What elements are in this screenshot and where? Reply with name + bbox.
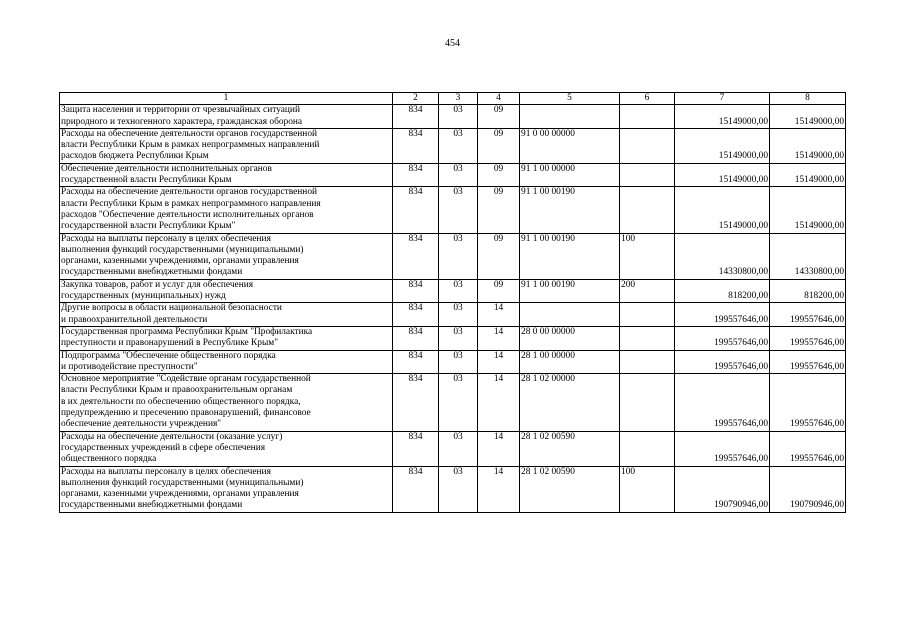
amount-cell: 199557646,00: [675, 350, 770, 374]
row-description: [60, 326, 393, 350]
expense-type-code: 100: [620, 233, 675, 279]
table-row: [60, 326, 846, 350]
expense-type-code: [620, 303, 675, 327]
amount-cell: 199557646,00: [770, 431, 846, 466]
section-code: 03: [439, 279, 478, 303]
expense-type-code: [620, 374, 675, 431]
section-code: 03: [439, 187, 478, 233]
row-description: [60, 128, 393, 163]
row-description: [60, 187, 393, 233]
description-line: власти Республики Крым в рамках непрограммных направлений: [61, 140, 320, 151]
row-description: [60, 303, 393, 327]
row-description: [60, 105, 393, 129]
amount-cell: 15149000,00: [675, 163, 770, 187]
expense-type-code: [620, 128, 675, 163]
target-article-code: [520, 303, 620, 327]
column-header: 4: [478, 93, 520, 105]
description-line: государственной власти Республики Крым": [61, 221, 236, 232]
description-line: органами, казенными учреждениями, органами управления: [61, 489, 299, 500]
target-article-code: 91 1 00 00190: [520, 233, 620, 279]
grbs-code: 834: [393, 374, 439, 431]
description-line: органами, казенными учреждениями, органами управления: [61, 256, 299, 267]
description-line: Подпрограмма "Обеспечение общественного порядка: [61, 350, 276, 361]
target-article-code: 28 1 02 00590: [520, 431, 620, 466]
amount-cell: 199557646,00: [675, 326, 770, 350]
grbs-code: 834: [393, 326, 439, 350]
section-code: 03: [439, 466, 478, 512]
section-code: 03: [439, 163, 478, 187]
grbs-code: 834: [393, 233, 439, 279]
column-header: 7: [675, 93, 770, 105]
target-article-code: 28 1 02 00000: [520, 374, 620, 431]
description-line: Расходы на обеспечение деятельности органов государственной: [61, 128, 318, 139]
description-line: Расходы на обеспечение деятельности органов государственной: [61, 187, 318, 198]
description-line: расходов "Обеспечение деятельности исполнительных органов: [61, 209, 314, 220]
subsection-code: 09: [478, 279, 520, 303]
description-line: и правоохранительной деятельности: [61, 314, 208, 325]
row-description: [60, 431, 393, 466]
target-article-code: 28 1 00 00000: [520, 350, 620, 374]
description-line: Расходы на обеспечение деятельности (оказание услуг): [61, 431, 283, 442]
description-line: государственной власти Республики Крым: [61, 175, 232, 186]
expense-type-code: 100: [620, 466, 675, 512]
description-line: в их деятельности по обеспечению общественного порядка,: [61, 396, 301, 407]
expense-type-code: [620, 187, 675, 233]
table-row: [60, 374, 846, 431]
amount-cell: 15149000,00: [770, 128, 846, 163]
subsection-code: 09: [478, 163, 520, 187]
expense-type-code: [620, 105, 675, 129]
column-header: 8: [770, 93, 846, 105]
subsection-code: 14: [478, 466, 520, 512]
row-description: [60, 163, 393, 187]
description-line: и противодействие преступности": [61, 361, 198, 372]
amount-cell: 818200,00: [675, 279, 770, 303]
description-line: природного и техногенного характера, гражданская оборона: [61, 116, 303, 127]
target-article-code: 91 1 00 00190: [520, 279, 620, 303]
column-header: 6: [620, 93, 675, 105]
budget-table: [59, 92, 846, 513]
section-code: 03: [439, 326, 478, 350]
column-header: 1: [60, 93, 393, 105]
amount-cell: 199557646,00: [770, 350, 846, 374]
column-header: 5: [520, 93, 620, 105]
table-row: [60, 105, 846, 129]
expense-type-code: [620, 431, 675, 466]
subsection-code: 14: [478, 303, 520, 327]
amount-cell: 190790946,00: [675, 466, 770, 512]
grbs-code: 834: [393, 466, 439, 512]
grbs-code: 834: [393, 187, 439, 233]
amount-cell: 15149000,00: [675, 105, 770, 129]
table-row: [60, 233, 846, 279]
row-description: [60, 279, 393, 303]
target-article-code: [520, 105, 620, 129]
table-row: [60, 187, 846, 233]
description-line: Основное мероприятие "Содействие органам государственной: [61, 374, 311, 385]
row-description: [60, 350, 393, 374]
subsection-code: 09: [478, 233, 520, 279]
page-number: 454: [445, 38, 460, 49]
description-line: Другие вопросы в области национальной безопасности: [61, 303, 282, 314]
grbs-code: 834: [393, 105, 439, 129]
expense-type-code: [620, 163, 675, 187]
subsection-code: 09: [478, 128, 520, 163]
target-article-code: 28 0 00 00000: [520, 326, 620, 350]
row-description: [60, 233, 393, 279]
amount-cell: 199557646,00: [770, 303, 846, 327]
amount-cell: 15149000,00: [770, 163, 846, 187]
grbs-code: 834: [393, 303, 439, 327]
table-row: [60, 466, 846, 512]
amount-cell: 14330800,00: [770, 233, 846, 279]
description-line: выполнения функций государственными (муниципальными): [61, 477, 304, 488]
target-article-code: 91 0 00 00000: [520, 128, 620, 163]
grbs-code: 834: [393, 163, 439, 187]
table-row: [60, 128, 846, 163]
subsection-code: 14: [478, 350, 520, 374]
description-line: государственных учреждений в сфере обеспечения: [61, 442, 266, 453]
section-code: 03: [439, 105, 478, 129]
description-line: Защита населения и территории от чрезвычайных ситуаций: [61, 105, 300, 116]
header-row: [60, 93, 846, 105]
target-article-code: 91 1 00 00190: [520, 187, 620, 233]
column-header: 2: [393, 93, 439, 105]
section-code: 03: [439, 350, 478, 374]
row-description: [60, 466, 393, 512]
description-line: Обеспечение деятельности исполнительных органов: [61, 163, 272, 174]
subsection-code: 14: [478, 374, 520, 431]
row-description: [60, 374, 393, 431]
description-line: власти Республики Крым в рамках непрограммного направления: [61, 198, 321, 209]
amount-cell: 199557646,00: [770, 374, 846, 431]
amount-cell: 190790946,00: [770, 466, 846, 512]
subsection-code: 09: [478, 105, 520, 129]
amount-cell: 15149000,00: [675, 187, 770, 233]
grbs-code: 834: [393, 350, 439, 374]
description-line: Расходы на выплаты персоналу в целях обеспечения: [61, 466, 271, 477]
table-row: [60, 163, 846, 187]
description-line: власти Республики Крым и правоохранительным органам: [61, 385, 293, 396]
subsection-code: 14: [478, 431, 520, 466]
section-code: 03: [439, 303, 478, 327]
expense-type-code: [620, 350, 675, 374]
description-line: государственных (муниципальных) нужд: [61, 291, 226, 302]
expense-type-code: [620, 326, 675, 350]
subsection-code: 14: [478, 326, 520, 350]
description-line: государственными внебюджетными фондами: [61, 267, 243, 278]
column-header: 3: [439, 93, 478, 105]
table-row: [60, 303, 846, 327]
description-line: выполнения функций государственными (муниципальными): [61, 244, 304, 255]
description-line: Закупка товаров, работ и услуг для обеспечения: [61, 279, 254, 290]
amount-cell: 15149000,00: [675, 128, 770, 163]
amount-cell: 15149000,00: [770, 187, 846, 233]
section-code: 03: [439, 374, 478, 431]
description-line: Государственная программа Республики Крым "Профилактика: [61, 326, 313, 337]
description-line: обеспечение деятельности учреждения": [61, 419, 222, 430]
amount-cell: 199557646,00: [675, 374, 770, 431]
subsection-code: 09: [478, 187, 520, 233]
amount-cell: 199557646,00: [675, 303, 770, 327]
description-line: государственными внебюджетными фондами: [61, 500, 243, 511]
section-code: 03: [439, 431, 478, 466]
description-line: Расходы на выплаты персоналу в целях обеспечения: [61, 233, 271, 244]
section-code: 03: [439, 128, 478, 163]
table-row: [60, 431, 846, 466]
grbs-code: 834: [393, 128, 439, 163]
amount-cell: 818200,00: [770, 279, 846, 303]
description-line: расходов бюджета Республики Крым: [61, 151, 209, 162]
grbs-code: 834: [393, 279, 439, 303]
description-line: преступности и правонарушений в Республике Крым": [61, 338, 279, 349]
expense-type-code: 200: [620, 279, 675, 303]
amount-cell: 15149000,00: [770, 105, 846, 129]
target-article-code: 91 1 00 00000: [520, 163, 620, 187]
amount-cell: 14330800,00: [675, 233, 770, 279]
table-row: [60, 279, 846, 303]
table-row: [60, 350, 846, 374]
description-line: общественного порядка: [61, 454, 157, 465]
grbs-code: 834: [393, 431, 439, 466]
amount-cell: 199557646,00: [770, 326, 846, 350]
amount-cell: 199557646,00: [675, 431, 770, 466]
description-line: предупреждению и пресечению правонарушений, финансовое: [61, 408, 311, 419]
section-code: 03: [439, 233, 478, 279]
target-article-code: 28 1 02 00590: [520, 466, 620, 512]
